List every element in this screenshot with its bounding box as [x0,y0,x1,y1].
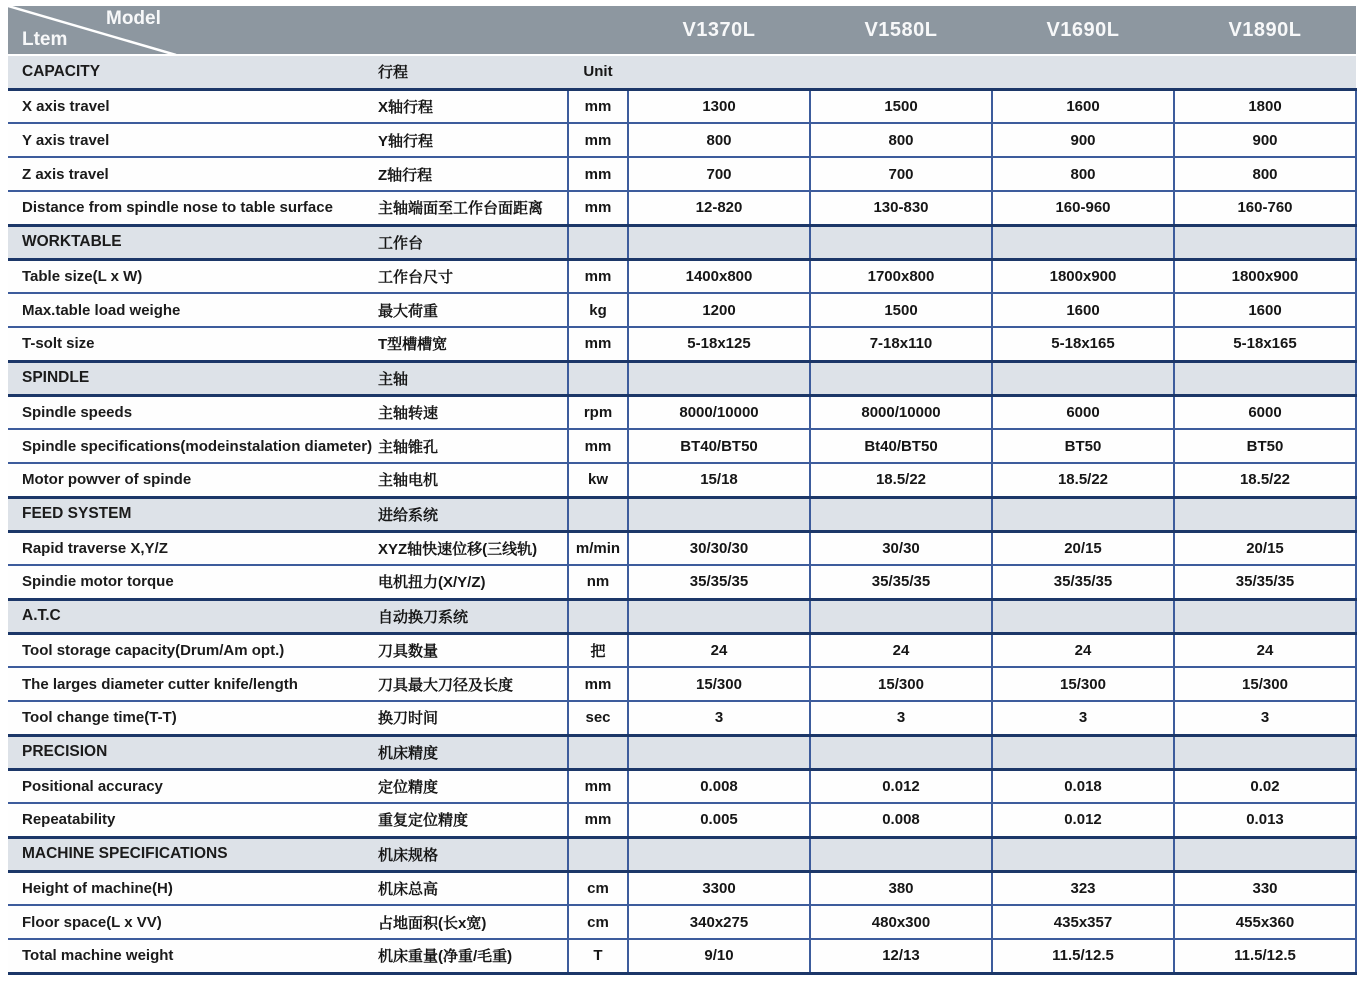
item-name-en: X axis travel [8,89,378,123]
value-cell-v1890l: 3 [1174,701,1356,735]
spec-row [8,565,1356,599]
value-cell-v1370l: 8000/10000 [628,395,810,429]
unit-cell: mm [568,259,628,293]
unit-cell: mm [568,89,628,123]
section-empty-cell [992,599,1174,633]
item-name-zh: 主轴端面至工作台面距离 [378,191,568,225]
model-name-v1370l: V1370L [628,6,810,55]
unit-header-cell [568,225,628,259]
spec-row [8,327,1356,361]
item-name-zh: 主轴转速 [378,395,568,429]
value-cell-v1690l: 20/15 [992,531,1174,565]
unit-header-cell [568,497,628,531]
item-name-zh: XYZ轴快速位移(三线轨) [378,531,568,565]
section-title-en: CAPACITY [8,55,378,89]
value-cell-v1580l: 7-18x110 [810,327,992,361]
value-cell-v1370l: 15/18 [628,463,810,497]
value-cell-v1890l: 35/35/35 [1174,565,1356,599]
item-name-zh: 主轴锥孔 [378,429,568,463]
spec-row [8,667,1356,701]
section-empty-cell [628,837,810,871]
section-title-zh: 机床规格 [378,837,568,871]
section-title-en: WORKTABLE [8,225,378,259]
unit-cell: mm [568,123,628,157]
item-name-en: Spindie motor torque [8,565,378,599]
item-name-zh: 机床总高 [378,871,568,905]
section-empty-cell [992,361,1174,395]
section-empty-cell [628,55,810,89]
item-name-zh: 定位精度 [378,769,568,803]
item-name-en: Tool change time(T-T) [8,701,378,735]
unit-cell: nm [568,565,628,599]
unit-cell: rpm [568,395,628,429]
value-cell-v1370l: 0.008 [628,769,810,803]
unit-cell: cm [568,905,628,939]
section-empty-cell [992,837,1174,871]
unit-cell: sec [568,701,628,735]
unit-header-cell [568,599,628,633]
section-empty-cell [1174,225,1356,259]
value-cell-v1690l: 24 [992,633,1174,667]
spec-row [8,633,1356,667]
item-name-en: Floor space(L x VV) [8,905,378,939]
unit-cell: kw [568,463,628,497]
spec-row [8,803,1356,837]
unit-cell: mm [568,191,628,225]
item-name-zh: 主轴电机 [378,463,568,497]
value-cell-v1690l: 1600 [992,89,1174,123]
item-name-en: The larges diameter cutter knife/length [8,667,378,701]
section-empty-cell [628,225,810,259]
spec-row [8,395,1356,429]
value-cell-v1890l: 15/300 [1174,667,1356,701]
value-cell-v1890l: 1800 [1174,89,1356,123]
value-cell-v1370l: 340x275 [628,905,810,939]
unit-cell: mm [568,667,628,701]
value-cell-v1580l: 1500 [810,293,992,327]
model-name-v1580l: V1580L [810,6,992,55]
section-title-zh: 机床精度 [378,735,568,769]
item-name-en: Y axis travel [8,123,378,157]
value-cell-v1690l: 435x357 [992,905,1174,939]
spec-row [8,905,1356,939]
value-cell-v1690l: 35/35/35 [992,565,1174,599]
value-cell-v1370l: 24 [628,633,810,667]
unit-header-cell: Unit [568,55,628,89]
value-cell-v1370l: 0.005 [628,803,810,837]
value-cell-v1890l: 18.5/22 [1174,463,1356,497]
item-name-en: Motor powver of spinde [8,463,378,497]
value-cell-v1370l: 15/300 [628,667,810,701]
model-name-v1690l: V1690L [992,6,1174,55]
item-name-zh: Z轴行程 [378,157,568,191]
value-cell-v1580l: 480x300 [810,905,992,939]
item-name-en: Z axis travel [8,157,378,191]
spec-row [8,259,1356,293]
item-name-zh: 刀具数量 [378,633,568,667]
section-empty-cell [1174,837,1356,871]
value-cell-v1580l: 12/13 [810,939,992,973]
item-name-zh: 机床重量(净重/毛重) [378,939,568,973]
value-cell-v1580l: 1700x800 [810,259,992,293]
spec-row [8,89,1356,123]
value-cell-v1890l: 1600 [1174,293,1356,327]
item-name-en: Total machine weight [8,939,378,973]
item-name-en: Distance from spindle nose to table surface [8,191,378,225]
section-empty-cell [628,361,810,395]
item-name-en: Max.table load weighe [8,293,378,327]
section-title-zh: 工作台 [378,225,568,259]
section-title-zh: 进给系统 [378,497,568,531]
section-title-en: SPINDLE [8,361,378,395]
section-title-en: PRECISION [8,735,378,769]
value-cell-v1370l: 1200 [628,293,810,327]
spec-table-body [8,55,1356,973]
value-cell-v1580l: 0.012 [810,769,992,803]
item-name-zh: 重复定位精度 [378,803,568,837]
value-cell-v1580l: 380 [810,871,992,905]
spec-row [8,123,1356,157]
value-cell-v1690l: 3 [992,701,1174,735]
value-cell-v1690l: 160-960 [992,191,1174,225]
item-name-en: Rapid traverse X,Y/Z [8,531,378,565]
unit-cell: T [568,939,628,973]
spec-row [8,463,1356,497]
item-name-zh: 占地面积(长x宽) [378,905,568,939]
value-cell-v1690l: 11.5/12.5 [992,939,1174,973]
section-empty-cell [628,735,810,769]
value-cell-v1580l: 30/30 [810,531,992,565]
value-cell-v1890l: 800 [1174,157,1356,191]
section-row-feed-system [8,497,1356,531]
item-name-zh: 最大荷重 [378,293,568,327]
value-cell-v1690l: 1600 [992,293,1174,327]
section-empty-cell [1174,55,1356,89]
unit-cell: mm [568,803,628,837]
value-cell-v1890l: 160-760 [1174,191,1356,225]
value-cell-v1690l: 0.018 [992,769,1174,803]
section-row-a-t-c [8,599,1356,633]
unit-cell: mm [568,769,628,803]
section-empty-cell [810,55,992,89]
section-empty-cell [1174,735,1356,769]
unit-cell: mm [568,327,628,361]
value-cell-v1690l: 0.012 [992,803,1174,837]
value-cell-v1690l: 800 [992,157,1174,191]
spec-row [8,293,1356,327]
value-cell-v1370l: BT40/BT50 [628,429,810,463]
value-cell-v1690l: 15/300 [992,667,1174,701]
unit-header-cell [568,361,628,395]
value-cell-v1690l: 1800x900 [992,259,1174,293]
value-cell-v1690l: 5-18x165 [992,327,1174,361]
value-cell-v1890l: 1800x900 [1174,259,1356,293]
value-cell-v1690l: BT50 [992,429,1174,463]
section-title-zh: 自动换刀系统 [378,599,568,633]
unit-cell: kg [568,293,628,327]
item-name-en: Height of machine(H) [8,871,378,905]
spec-table [8,6,1357,975]
value-cell-v1890l: 0.013 [1174,803,1356,837]
item-name-zh: Y轴行程 [378,123,568,157]
item-name-en: Spindle specifications(modeinstalation diameter) [8,429,378,463]
value-cell-v1890l: 455x360 [1174,905,1356,939]
spec-row [8,769,1356,803]
corner-cell [8,6,628,55]
section-row-precision [8,735,1356,769]
value-cell-v1580l: 3 [810,701,992,735]
value-cell-v1690l: 18.5/22 [992,463,1174,497]
unit-cell: mm [568,157,628,191]
unit-cell: mm [568,429,628,463]
corner-item-label: Ltem [22,29,68,50]
value-cell-v1580l: 8000/10000 [810,395,992,429]
section-empty-cell [810,599,992,633]
section-row-machine-specifications [8,837,1356,871]
item-name-zh: 电机扭力(X/Y/Z) [378,565,568,599]
model-name-v1890l: V1890L [1174,6,1356,55]
model-header [8,6,1356,55]
value-cell-v1580l: 130-830 [810,191,992,225]
value-cell-v1580l: Bt40/BT50 [810,429,992,463]
value-cell-v1580l: 700 [810,157,992,191]
value-cell-v1580l: 15/300 [810,667,992,701]
item-name-zh: 刀具最大刀径及长度 [378,667,568,701]
section-row-spindle [8,361,1356,395]
section-empty-cell [628,599,810,633]
value-cell-v1690l: 6000 [992,395,1174,429]
value-cell-v1580l: 35/35/35 [810,565,992,599]
item-name-zh: T型槽槽宽 [378,327,568,361]
unit-header-cell [568,837,628,871]
section-empty-cell [992,225,1174,259]
value-cell-v1370l: 1300 [628,89,810,123]
value-cell-v1890l: 6000 [1174,395,1356,429]
value-cell-v1370l: 3 [628,701,810,735]
value-cell-v1690l: 900 [992,123,1174,157]
value-cell-v1370l: 1400x800 [628,259,810,293]
section-empty-cell [810,837,992,871]
value-cell-v1370l: 12-820 [628,191,810,225]
section-empty-cell [1174,497,1356,531]
item-name-en: Tool storage capacity(Drum/Am opt.) [8,633,378,667]
value-cell-v1370l: 35/35/35 [628,565,810,599]
spec-row [8,701,1356,735]
value-cell-v1890l: 11.5/12.5 [1174,939,1356,973]
value-cell-v1580l: 18.5/22 [810,463,992,497]
section-title-zh: 行程 [378,55,568,89]
item-name-en: Repeatability [8,803,378,837]
section-empty-cell [992,497,1174,531]
value-cell-v1890l: 900 [1174,123,1356,157]
diagonal-divider [8,6,628,55]
spec-row [8,429,1356,463]
section-row-worktable [8,225,1356,259]
value-cell-v1580l: 800 [810,123,992,157]
value-cell-v1690l: 323 [992,871,1174,905]
section-empty-cell [810,225,992,259]
value-cell-v1580l: 1500 [810,89,992,123]
section-empty-cell [992,55,1174,89]
spec-row [8,157,1356,191]
corner-model-label: Model [106,8,161,29]
section-title-en: MACHINE SPECIFICATIONS [8,837,378,871]
unit-cell: cm [568,871,628,905]
spec-row [8,871,1356,905]
item-name-zh: X轴行程 [378,89,568,123]
spec-row [8,191,1356,225]
value-cell-v1890l: 5-18x165 [1174,327,1356,361]
item-name-zh: 换刀时间 [378,701,568,735]
value-cell-v1370l: 30/30/30 [628,531,810,565]
value-cell-v1890l: BT50 [1174,429,1356,463]
item-name-en: Spindle speeds [8,395,378,429]
value-cell-v1370l: 700 [628,157,810,191]
section-row-capacity [8,55,1356,89]
section-empty-cell [628,497,810,531]
value-cell-v1370l: 3300 [628,871,810,905]
value-cell-v1890l: 20/15 [1174,531,1356,565]
value-cell-v1370l: 5-18x125 [628,327,810,361]
value-cell-v1890l: 330 [1174,871,1356,905]
value-cell-v1580l: 24 [810,633,992,667]
section-empty-cell [1174,361,1356,395]
spec-row [8,531,1356,565]
value-cell-v1890l: 0.02 [1174,769,1356,803]
value-cell-v1890l: 24 [1174,633,1356,667]
section-empty-cell [1174,599,1356,633]
unit-cell: m/min [568,531,628,565]
section-empty-cell [992,735,1174,769]
value-cell-v1370l: 9/10 [628,939,810,973]
section-empty-cell [810,361,992,395]
item-name-en: T-solt size [8,327,378,361]
unit-cell: 把 [568,633,628,667]
unit-header-cell [568,735,628,769]
item-name-zh: 工作台尺寸 [378,259,568,293]
section-title-en: FEED SYSTEM [8,497,378,531]
item-name-en: Table size(L x W) [8,259,378,293]
section-empty-cell [810,497,992,531]
section-empty-cell [810,735,992,769]
value-cell-v1370l: 800 [628,123,810,157]
spec-row [8,939,1356,973]
section-title-zh: 主轴 [378,361,568,395]
section-title-en: A.T.C [8,599,378,633]
model-header-row [8,6,1356,55]
item-name-en: Positional accuracy [8,769,378,803]
value-cell-v1580l: 0.008 [810,803,992,837]
